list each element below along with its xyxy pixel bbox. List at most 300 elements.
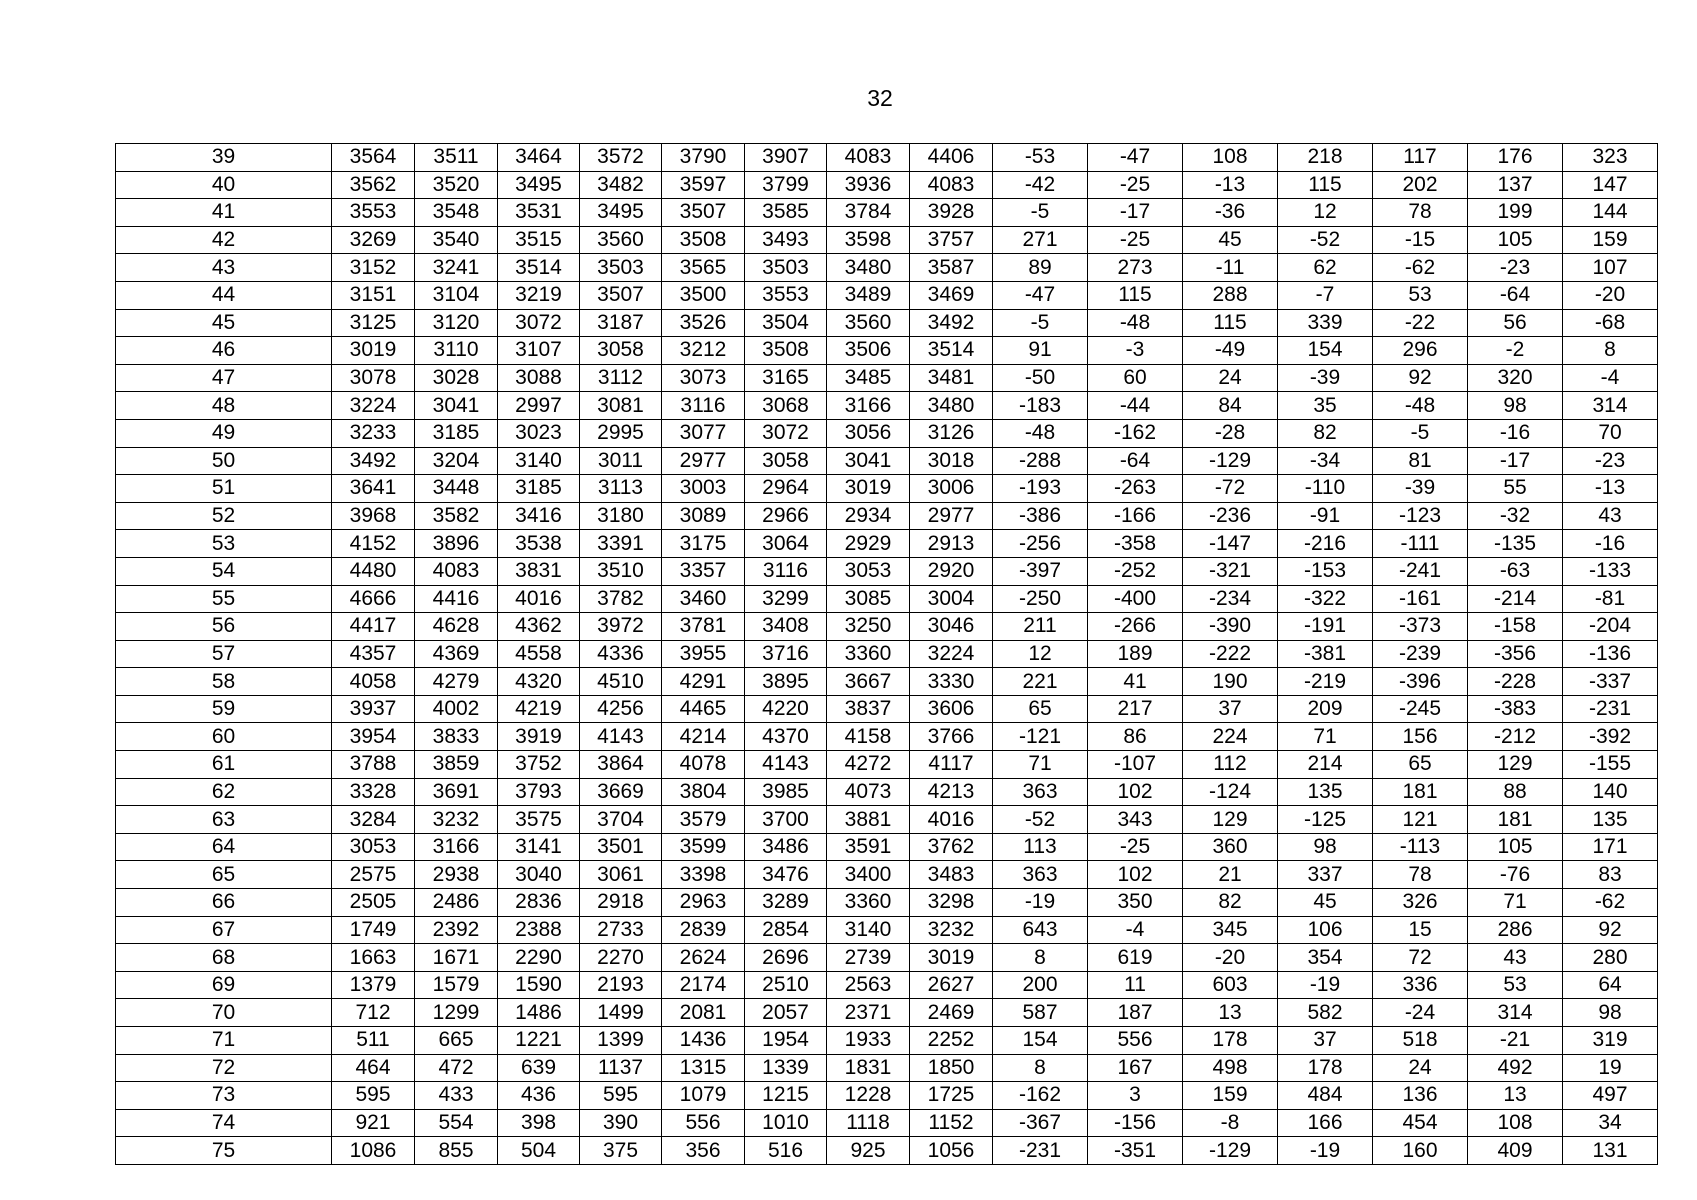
table-cell: 70 — [1563, 419, 1658, 447]
table-cell: 4480 — [332, 557, 415, 585]
table-cell: 3538 — [498, 530, 580, 558]
table-cell: 3540 — [415, 226, 498, 254]
table-cell: 4213 — [910, 778, 993, 806]
table-cell: 2627 — [910, 971, 993, 999]
table-cell: 3232 — [910, 916, 993, 944]
table-cell: 4073 — [827, 778, 910, 806]
table-row — [116, 778, 1658, 806]
table-cell: 3175 — [662, 530, 745, 558]
table-cell: 587 — [993, 999, 1088, 1027]
table-cell: 4002 — [415, 695, 498, 723]
table-cell: 1749 — [332, 916, 415, 944]
table-cell: 1933 — [827, 1027, 910, 1055]
table-cell: 65 — [1373, 751, 1468, 779]
table-cell: -136 — [1563, 640, 1658, 668]
table-cell: 3968 — [332, 502, 415, 530]
table-cell: 200 — [993, 971, 1088, 999]
table-cell: 3046 — [910, 613, 993, 641]
table-cell: 4417 — [332, 613, 415, 641]
table-cell: 3762 — [910, 833, 993, 861]
table-cell: 211 — [993, 613, 1088, 641]
table-cell: 2624 — [662, 944, 745, 972]
table-cell: 3166 — [827, 392, 910, 420]
table-cell: -20 — [1563, 281, 1658, 309]
table-cell: 3299 — [745, 585, 827, 613]
table-row — [116, 502, 1658, 530]
table-cell: 363 — [993, 861, 1088, 889]
row-index-cell: 66 — [116, 889, 332, 917]
table-cell: -400 — [1088, 585, 1183, 613]
table-row — [116, 392, 1658, 420]
table-cell: 4666 — [332, 585, 415, 613]
table-cell: -266 — [1088, 613, 1183, 641]
table-cell: 3053 — [827, 557, 910, 585]
table-row — [116, 585, 1658, 613]
table-row — [116, 751, 1658, 779]
table-cell: -15 — [1373, 226, 1468, 254]
table-cell: 190 — [1183, 668, 1278, 696]
table-cell: 147 — [1563, 171, 1658, 199]
table-cell: -381 — [1278, 640, 1373, 668]
table-cell: 603 — [1183, 971, 1278, 999]
table-cell: 19 — [1563, 1054, 1658, 1082]
table-cell: 3553 — [745, 281, 827, 309]
row-index-cell: 51 — [116, 475, 332, 503]
table-cell: 1315 — [662, 1054, 745, 1082]
table-cell: 3089 — [662, 502, 745, 530]
table-cell: 144 — [1563, 199, 1658, 227]
table-row — [116, 144, 1658, 172]
table-cell: 1579 — [415, 971, 498, 999]
table-cell: 3799 — [745, 171, 827, 199]
table-cell: -16 — [1468, 419, 1563, 447]
table-cell: 1671 — [415, 944, 498, 972]
table-cell: 3804 — [662, 778, 745, 806]
table-cell: -236 — [1183, 502, 1278, 530]
table-cell: -256 — [993, 530, 1088, 558]
table-cell: 3587 — [910, 254, 993, 282]
table-cell: 56 — [1468, 309, 1563, 337]
table-cell: 4083 — [910, 171, 993, 199]
table-cell: 3058 — [745, 447, 827, 475]
table-cell: 3937 — [332, 695, 415, 723]
table-cell: 314 — [1563, 392, 1658, 420]
table-cell: 3757 — [910, 226, 993, 254]
table-row — [116, 695, 1658, 723]
table-cell: 115 — [1183, 309, 1278, 337]
table-cell: 1486 — [498, 999, 580, 1027]
table-cell: 24 — [1373, 1054, 1468, 1082]
table-cell: -111 — [1373, 530, 1468, 558]
table-cell: 3514 — [910, 337, 993, 365]
data-table — [115, 143, 1658, 1165]
table-cell: -396 — [1373, 668, 1468, 696]
table-cell: 64 — [1563, 971, 1658, 999]
table-cell: 1954 — [745, 1027, 827, 1055]
table-cell: -13 — [1183, 171, 1278, 199]
table-cell: 3766 — [910, 723, 993, 751]
table-cell: 3284 — [332, 806, 415, 834]
table-cell: -234 — [1183, 585, 1278, 613]
table-cell: 3011 — [580, 447, 662, 475]
table-cell: 1079 — [662, 1082, 745, 1110]
table-cell: 433 — [415, 1082, 498, 1110]
table-cell: 3166 — [415, 833, 498, 861]
table-cell: 3510 — [580, 557, 662, 585]
table-cell: 2929 — [827, 530, 910, 558]
table-cell: 3330 — [910, 668, 993, 696]
table-cell: 2252 — [910, 1027, 993, 1055]
table-cell: -222 — [1183, 640, 1278, 668]
row-index-cell: 72 — [116, 1054, 332, 1082]
table-cell: -212 — [1468, 723, 1563, 751]
table-cell: 82 — [1278, 419, 1373, 447]
table-cell: 3126 — [910, 419, 993, 447]
table-cell: 15 — [1373, 916, 1468, 944]
table-cell: 92 — [1563, 916, 1658, 944]
table-cell: 595 — [332, 1082, 415, 1110]
table-cell: 3489 — [827, 281, 910, 309]
row-index-cell: 55 — [116, 585, 332, 613]
table-cell: 2371 — [827, 999, 910, 1027]
table-cell: 60 — [1088, 364, 1183, 392]
table-cell: 3501 — [580, 833, 662, 861]
table-cell: 202 — [1373, 171, 1468, 199]
table-cell: 108 — [1183, 144, 1278, 172]
table-cell: 3508 — [662, 226, 745, 254]
table-cell: 3955 — [662, 640, 745, 668]
table-cell: 3508 — [745, 337, 827, 365]
table-cell: 3495 — [580, 199, 662, 227]
table-cell: 3790 — [662, 144, 745, 172]
table-cell: 498 — [1183, 1054, 1278, 1082]
table-cell: 4558 — [498, 640, 580, 668]
table-cell: 1137 — [580, 1054, 662, 1082]
table-cell: 3553 — [332, 199, 415, 227]
table-cell: 288 — [1183, 281, 1278, 309]
table-cell: 159 — [1563, 226, 1658, 254]
table-cell: 3507 — [580, 281, 662, 309]
row-index-cell: 74 — [116, 1109, 332, 1137]
row-index-cell: 41 — [116, 199, 332, 227]
row-index-cell: 67 — [116, 916, 332, 944]
table-cell: -48 — [1088, 309, 1183, 337]
table-cell: 43 — [1468, 944, 1563, 972]
table-cell: 2920 — [910, 557, 993, 585]
table-cell: 3896 — [415, 530, 498, 558]
table-cell: 1118 — [827, 1109, 910, 1137]
table-cell: 81 — [1373, 447, 1468, 475]
table-cell: 189 — [1088, 640, 1183, 668]
table-cell: 3582 — [415, 502, 498, 530]
table-cell: -219 — [1278, 668, 1373, 696]
table-cell: -250 — [993, 585, 1088, 613]
row-index-cell: 39 — [116, 144, 332, 172]
table-cell: 78 — [1373, 861, 1468, 889]
table-cell: 2995 — [580, 419, 662, 447]
table-cell: 3493 — [745, 226, 827, 254]
table-cell: 3752 — [498, 751, 580, 779]
table-cell: 3185 — [415, 419, 498, 447]
table-cell: 3481 — [910, 364, 993, 392]
table-cell: -34 — [1278, 447, 1373, 475]
table-cell: 4058 — [332, 668, 415, 696]
row-index-cell: 40 — [116, 171, 332, 199]
table-cell: 484 — [1278, 1082, 1373, 1110]
table-cell: 409 — [1468, 1137, 1563, 1165]
row-index-cell: 61 — [116, 751, 332, 779]
table-cell: -25 — [1088, 833, 1183, 861]
table-cell: 2934 — [827, 502, 910, 530]
table-row — [116, 668, 1658, 696]
table-cell: -133 — [1563, 557, 1658, 585]
table-cell: 3531 — [498, 199, 580, 227]
table-cell: 3972 — [580, 613, 662, 641]
table-cell: 3053 — [332, 833, 415, 861]
table-cell: 84 — [1183, 392, 1278, 420]
table-cell: 2839 — [662, 916, 745, 944]
table-cell: 3328 — [332, 778, 415, 806]
table-cell: 2193 — [580, 971, 662, 999]
table-cell: -19 — [1278, 1137, 1373, 1165]
table-cell: 218 — [1278, 144, 1373, 172]
table-cell: 11 — [1088, 971, 1183, 999]
table-row — [116, 640, 1658, 668]
table-cell: 3585 — [745, 199, 827, 227]
table-cell: 71 — [1468, 889, 1563, 917]
table-cell: 337 — [1278, 861, 1373, 889]
row-index-cell: 62 — [116, 778, 332, 806]
table-cell: 3140 — [827, 916, 910, 944]
table-cell: 4016 — [910, 806, 993, 834]
table-cell: 492 — [1468, 1054, 1563, 1082]
table-cell: 3572 — [580, 144, 662, 172]
table-cell: 4219 — [498, 695, 580, 723]
table-cell: -162 — [1088, 419, 1183, 447]
table-cell: -367 — [993, 1109, 1088, 1137]
table-cell: 53 — [1373, 281, 1468, 309]
row-index-cell: 69 — [116, 971, 332, 999]
table-cell: 1399 — [580, 1027, 662, 1055]
table-cell: 4016 — [498, 585, 580, 613]
table-cell: 2505 — [332, 889, 415, 917]
table-cell: -16 — [1563, 530, 1658, 558]
table-row — [116, 1082, 1658, 1110]
table-cell: 71 — [993, 751, 1088, 779]
table-cell: -64 — [1088, 447, 1183, 475]
table-cell: -158 — [1468, 613, 1563, 641]
table-cell: 398 — [498, 1109, 580, 1137]
row-index-cell: 49 — [116, 419, 332, 447]
table-cell: 3599 — [662, 833, 745, 861]
table-cell: 2964 — [745, 475, 827, 503]
table-cell: 3064 — [745, 530, 827, 558]
table-cell: 2270 — [580, 944, 662, 972]
table-cell: 88 — [1468, 778, 1563, 806]
table-cell: -322 — [1278, 585, 1373, 613]
table-cell: 3476 — [745, 861, 827, 889]
table-cell: 3019 — [910, 944, 993, 972]
table-cell: 3391 — [580, 530, 662, 558]
table-cell: 3781 — [662, 613, 745, 641]
row-index-cell: 63 — [116, 806, 332, 834]
row-index-cell: 48 — [116, 392, 332, 420]
table-row — [116, 806, 1658, 834]
table-cell: 3560 — [580, 226, 662, 254]
table-cell: 3641 — [332, 475, 415, 503]
table-cell: -288 — [993, 447, 1088, 475]
table-cell: -110 — [1278, 475, 1373, 503]
row-index-cell: 53 — [116, 530, 332, 558]
table-cell: -17 — [1468, 447, 1563, 475]
table-cell: 319 — [1563, 1027, 1658, 1055]
table-cell: 3598 — [827, 226, 910, 254]
table-cell: 1299 — [415, 999, 498, 1027]
table-cell: -125 — [1278, 806, 1373, 834]
table-cell: 3232 — [415, 806, 498, 834]
table-cell: 156 — [1373, 723, 1468, 751]
table-cell: -49 — [1183, 337, 1278, 365]
table-cell: 8 — [993, 1054, 1088, 1082]
table-cell: 112 — [1183, 751, 1278, 779]
table-cell: -44 — [1088, 392, 1183, 420]
table-cell: 921 — [332, 1109, 415, 1137]
table-cell: -356 — [1468, 640, 1563, 668]
table-cell: 71 — [1278, 723, 1373, 751]
table-cell: 296 — [1373, 337, 1468, 365]
table-row — [116, 254, 1658, 282]
table-cell: 595 — [580, 1082, 662, 1110]
table-cell: -7 — [1278, 281, 1373, 309]
table-cell: 3298 — [910, 889, 993, 917]
row-index-cell: 52 — [116, 502, 332, 530]
table-cell: 511 — [332, 1027, 415, 1055]
table-cell: 363 — [993, 778, 1088, 806]
table-cell: 160 — [1373, 1137, 1468, 1165]
table-cell: 464 — [332, 1054, 415, 1082]
table-cell: 3077 — [662, 419, 745, 447]
table-cell: 320 — [1468, 364, 1563, 392]
table-cell: 3919 — [498, 723, 580, 751]
table-cell: 8 — [1563, 337, 1658, 365]
table-cell: 4336 — [580, 640, 662, 668]
table-cell: -123 — [1373, 502, 1468, 530]
table-cell: 154 — [993, 1027, 1088, 1055]
table-cell: -124 — [1183, 778, 1278, 806]
table-cell: 21 — [1183, 861, 1278, 889]
table-cell: 3506 — [827, 337, 910, 365]
table-cell: 1831 — [827, 1054, 910, 1082]
table-cell: 3469 — [910, 281, 993, 309]
table-cell: 4143 — [745, 751, 827, 779]
table-cell: 3018 — [910, 447, 993, 475]
table-cell: 3110 — [415, 337, 498, 365]
table-cell: 3485 — [827, 364, 910, 392]
table-cell: -23 — [1468, 254, 1563, 282]
table-cell: 105 — [1468, 226, 1563, 254]
table-cell: -5 — [993, 309, 1088, 337]
table-cell: 271 — [993, 226, 1088, 254]
table-cell: 187 — [1088, 999, 1183, 1027]
table-cell: 117 — [1373, 144, 1468, 172]
table-cell: 2392 — [415, 916, 498, 944]
table-cell: 4369 — [415, 640, 498, 668]
table-cell: 4628 — [415, 613, 498, 641]
table-cell: 3056 — [827, 419, 910, 447]
table-cell: 454 — [1373, 1109, 1468, 1137]
table-cell: 3520 — [415, 171, 498, 199]
table-cell: 24 — [1183, 364, 1278, 392]
table-cell: 3180 — [580, 502, 662, 530]
table-cell: 113 — [993, 833, 1088, 861]
row-index-cell: 44 — [116, 281, 332, 309]
table-cell: 643 — [993, 916, 1088, 944]
table-cell: 3185 — [498, 475, 580, 503]
table-cell: 129 — [1468, 751, 1563, 779]
table-cell: 131 — [1563, 1137, 1658, 1165]
table-cell: -155 — [1563, 751, 1658, 779]
table-cell: 4078 — [662, 751, 745, 779]
table-cell: 1663 — [332, 944, 415, 972]
table-cell: 41 — [1088, 668, 1183, 696]
table-cell: 2836 — [498, 889, 580, 917]
table-cell: 2469 — [910, 999, 993, 1027]
table-row — [116, 475, 1658, 503]
table-cell: -147 — [1183, 530, 1278, 558]
table-cell: 45 — [1183, 226, 1278, 254]
table-cell: 65 — [993, 695, 1088, 723]
table-cell: -153 — [1278, 557, 1373, 585]
table-cell: -5 — [1373, 419, 1468, 447]
table-cell: 273 — [1088, 254, 1183, 282]
table-cell: 3669 — [580, 778, 662, 806]
table-cell: 3606 — [910, 695, 993, 723]
table-cell: 62 — [1278, 254, 1373, 282]
table-cell: -397 — [993, 557, 1088, 585]
table-cell: 3507 — [662, 199, 745, 227]
table-cell: 4158 — [827, 723, 910, 751]
table-cell: -8 — [1183, 1109, 1278, 1137]
table-cell: -4 — [1088, 916, 1183, 944]
table-cell: -252 — [1088, 557, 1183, 585]
table-cell: -241 — [1373, 557, 1468, 585]
table-cell: 3881 — [827, 806, 910, 834]
table-cell: 3360 — [827, 889, 910, 917]
table-cell: 3575 — [498, 806, 580, 834]
table-cell: 3954 — [332, 723, 415, 751]
table-cell: -156 — [1088, 1109, 1183, 1137]
table-cell: 350 — [1088, 889, 1183, 917]
table-cell: 1228 — [827, 1082, 910, 1110]
table-cell: 436 — [498, 1082, 580, 1110]
table-cell: 3023 — [498, 419, 580, 447]
table-cell: 3492 — [332, 447, 415, 475]
table-cell: 1086 — [332, 1137, 415, 1165]
table-cell: 154 — [1278, 337, 1373, 365]
page-number: 32 — [867, 85, 893, 111]
table-cell: 1499 — [580, 999, 662, 1027]
table-cell: 712 — [332, 999, 415, 1027]
table-row — [116, 1054, 1658, 1082]
table-row — [116, 199, 1658, 227]
table-cell: -337 — [1563, 668, 1658, 696]
table-cell: 3492 — [910, 309, 993, 337]
table-cell: 472 — [415, 1054, 498, 1082]
table-cell: 105 — [1468, 833, 1563, 861]
table-row — [116, 971, 1658, 999]
table-row — [116, 1137, 1658, 1165]
row-index-cell: 45 — [116, 309, 332, 337]
